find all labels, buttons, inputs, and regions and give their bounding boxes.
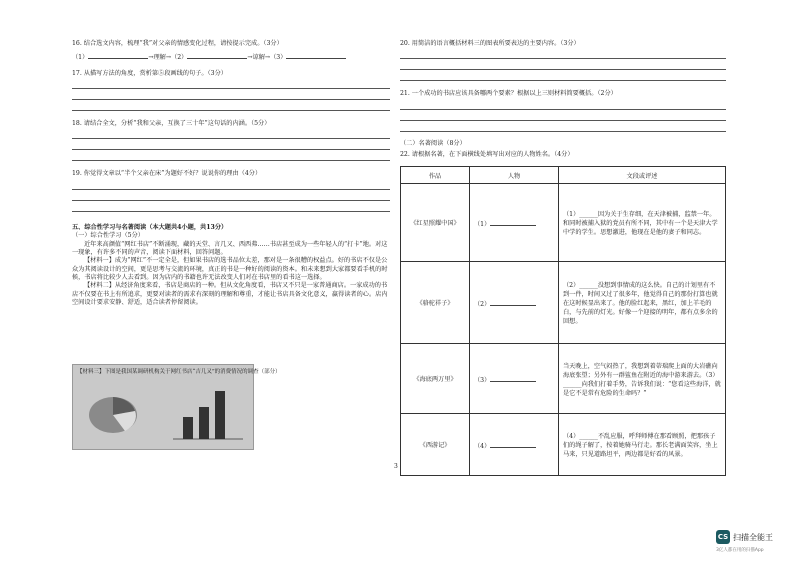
answer-blank[interactable] <box>187 51 247 59</box>
answer-line[interactable] <box>72 150 390 161</box>
question-19: 19. 你觉得文章以“半个父亲在床”为题好不好？说说你的理由（4分） <box>72 170 262 178</box>
character-blank[interactable] <box>490 440 536 448</box>
character-cell <box>470 184 559 262</box>
blank-label-2: →理解→（2） <box>148 54 188 62</box>
work-title: 《骆驼祥子》 <box>401 262 470 344</box>
answer-line[interactable] <box>400 99 726 110</box>
literature-table <box>400 166 726 476</box>
material-2: 【材料二】从经济角度来看，书店是商店的一种。但从文化角度看，书店又不只是一家普通商店。一家成功的书店不仅要在书上有所追求，更要对读者的需求有深刻的理解和尊重，才能让书店具备文化意义，赢得读者的心。店内空间设计要求安静、舒适，适合读者停留阅读。 <box>72 282 388 307</box>
blank-number: （2） <box>474 300 491 308</box>
material-intro: 近年来高颜值“网红书店”不断涌现，藏的天堂、言几又、西西弗……书店甚至成为一些年轻人的“打卡”地。对这一现象，有许多不同的声音，阅读下面材料，回答问题。 <box>72 240 388 256</box>
table-row <box>401 414 726 476</box>
table-row <box>401 184 726 262</box>
question-17: 17. 从描写方法的角度，赏析第⑤段画线的句子。（3分） <box>72 69 227 77</box>
camscanner-logo-icon: CS <box>716 530 730 544</box>
answer-line[interactable] <box>400 59 726 70</box>
work-title: 《西游记》 <box>401 414 470 476</box>
blank-label-3: →谅解→（3） <box>247 54 287 62</box>
passage-text: （1）______因为关于生存细，在天津被捕，监禁一年。和同时被捕入狱的党员有所不同，其中有一个是天津大学中学的学生。思想激进，他现在是他的妻子和同志。 <box>559 184 726 262</box>
character-cell <box>470 344 559 414</box>
material-3-figure <box>72 364 281 450</box>
passage-text: （4）______不乱应服，呼拜师傅在那看顾照，把那孩子们的绳子解了，按着她骑马行走。那长老满面笑容，坐上马来，只见道路坦平，两边都是好看的风景。 <box>559 414 726 476</box>
answer-line[interactable] <box>400 121 726 132</box>
material-1: 【材料一】成为“网红”不一定全是，但如果书店的选书品位太差，那对是一条很糟的权益点。好的书店不仅是公众为其阅读设计的空间，更是思考与交流的环境，真正的书是一种好的阅读的资本。和未来想到大家都要看手机的时候，书店将比较少人去看到。因为店内的书籍也许无法改变人们对在书店里的看书这一选择。 <box>72 257 388 281</box>
answer-line[interactable] <box>72 179 390 190</box>
answer-line[interactable] <box>72 100 390 111</box>
passage-text: 当天晚上，空气闷热了，我想到着蒂瑞爬上面的大岩礁向海底张望；另外有一群鲨鱼在附近的海中游来游去。（3）______向我们打着手势，告诉我们说：“您看这些海洋，就是它不是常有危险的生命吗？” <box>559 344 726 414</box>
header-passage: 文段或评述 <box>559 167 726 184</box>
page-number: 3 <box>394 463 398 470</box>
work-title: 《海底两万里》 <box>401 344 470 414</box>
blank-label-1: （1） <box>72 54 89 62</box>
question-16: 16. 结合选文内容，梳理“我”对父亲的情感变化过程，请按提示完成。（3分） <box>72 40 283 47</box>
scanner-brand <box>716 530 773 544</box>
character-cell <box>470 262 559 344</box>
section-5-1-title: （一）综合性学习（5分） <box>72 232 144 240</box>
question-21: 21. 一个成功的书店应该具备哪两个要素？根据以上三则材料简要概括。（2分） <box>400 90 617 98</box>
brand-name: 扫描全能王 <box>733 532 773 542</box>
character-blank[interactable] <box>490 218 536 226</box>
answer-line[interactable] <box>72 78 390 89</box>
answer-line[interactable] <box>72 139 390 150</box>
bar-2 <box>199 407 209 439</box>
blank-number: （4） <box>474 442 491 450</box>
blank-number: （1） <box>474 220 491 228</box>
left-column <box>72 40 390 307</box>
table-header-row <box>401 167 726 184</box>
survey-chart-image <box>73 377 253 447</box>
brand-tagline: 3亿人都在用的扫描App <box>716 548 764 553</box>
blank-number: （3） <box>474 376 491 384</box>
header-work: 作品 <box>401 167 470 184</box>
answer-line[interactable] <box>72 128 390 139</box>
answer-line[interactable] <box>72 201 390 212</box>
bar-3 <box>215 391 225 439</box>
answer-blank[interactable] <box>88 51 148 59</box>
header-character: 人物 <box>470 167 559 184</box>
section-5-title: 五、综合性学习与名著阅读（本大题共4小题，共13分） <box>72 223 228 231</box>
answer-blank[interactable] <box>286 51 346 59</box>
answer-line[interactable] <box>400 110 726 121</box>
section-2-title: （二）名著阅读（8分） <box>400 139 466 147</box>
question-16-blanks <box>72 51 390 62</box>
question-20: 20. 用简洁的语言概括材料三的图表所要表达的主要内容。（3分） <box>400 40 580 47</box>
material-3-caption: 【材料三】下图是我国某调研机构关于网红书店“吉几又”的消费情况的调查（部分） <box>77 369 281 375</box>
answer-line[interactable] <box>72 190 390 201</box>
character-cell <box>470 414 559 476</box>
question-18: 18. 请结合全文，分析“我和父亲，互换了三十年”这句话的内涵。（5分） <box>72 120 271 128</box>
work-title: 《红星照耀中国》 <box>401 184 470 262</box>
bar-1 <box>183 417 193 439</box>
table-row <box>401 344 726 414</box>
answer-line[interactable] <box>400 70 726 81</box>
answer-line[interactable] <box>72 89 390 100</box>
question-22: 22. 请根据名著，在下面横线处填写出对应的人物姓名。（4分） <box>400 151 574 159</box>
answer-line[interactable] <box>400 48 726 59</box>
character-blank[interactable] <box>490 298 536 306</box>
table-row <box>401 262 726 344</box>
character-blank[interactable] <box>490 374 536 382</box>
passage-text: （2）______没想到事情成的这么快。自己的计划里有不到一件，时间又过了很多年，他觉得自己的那份打算也就在这时候显出来了。他的脸红起来，黑红，加上羊毛的白，与先前的灯光。好像一个迎接的明年，都有点多余的回想。 <box>559 262 726 344</box>
right-column <box>400 40 726 159</box>
